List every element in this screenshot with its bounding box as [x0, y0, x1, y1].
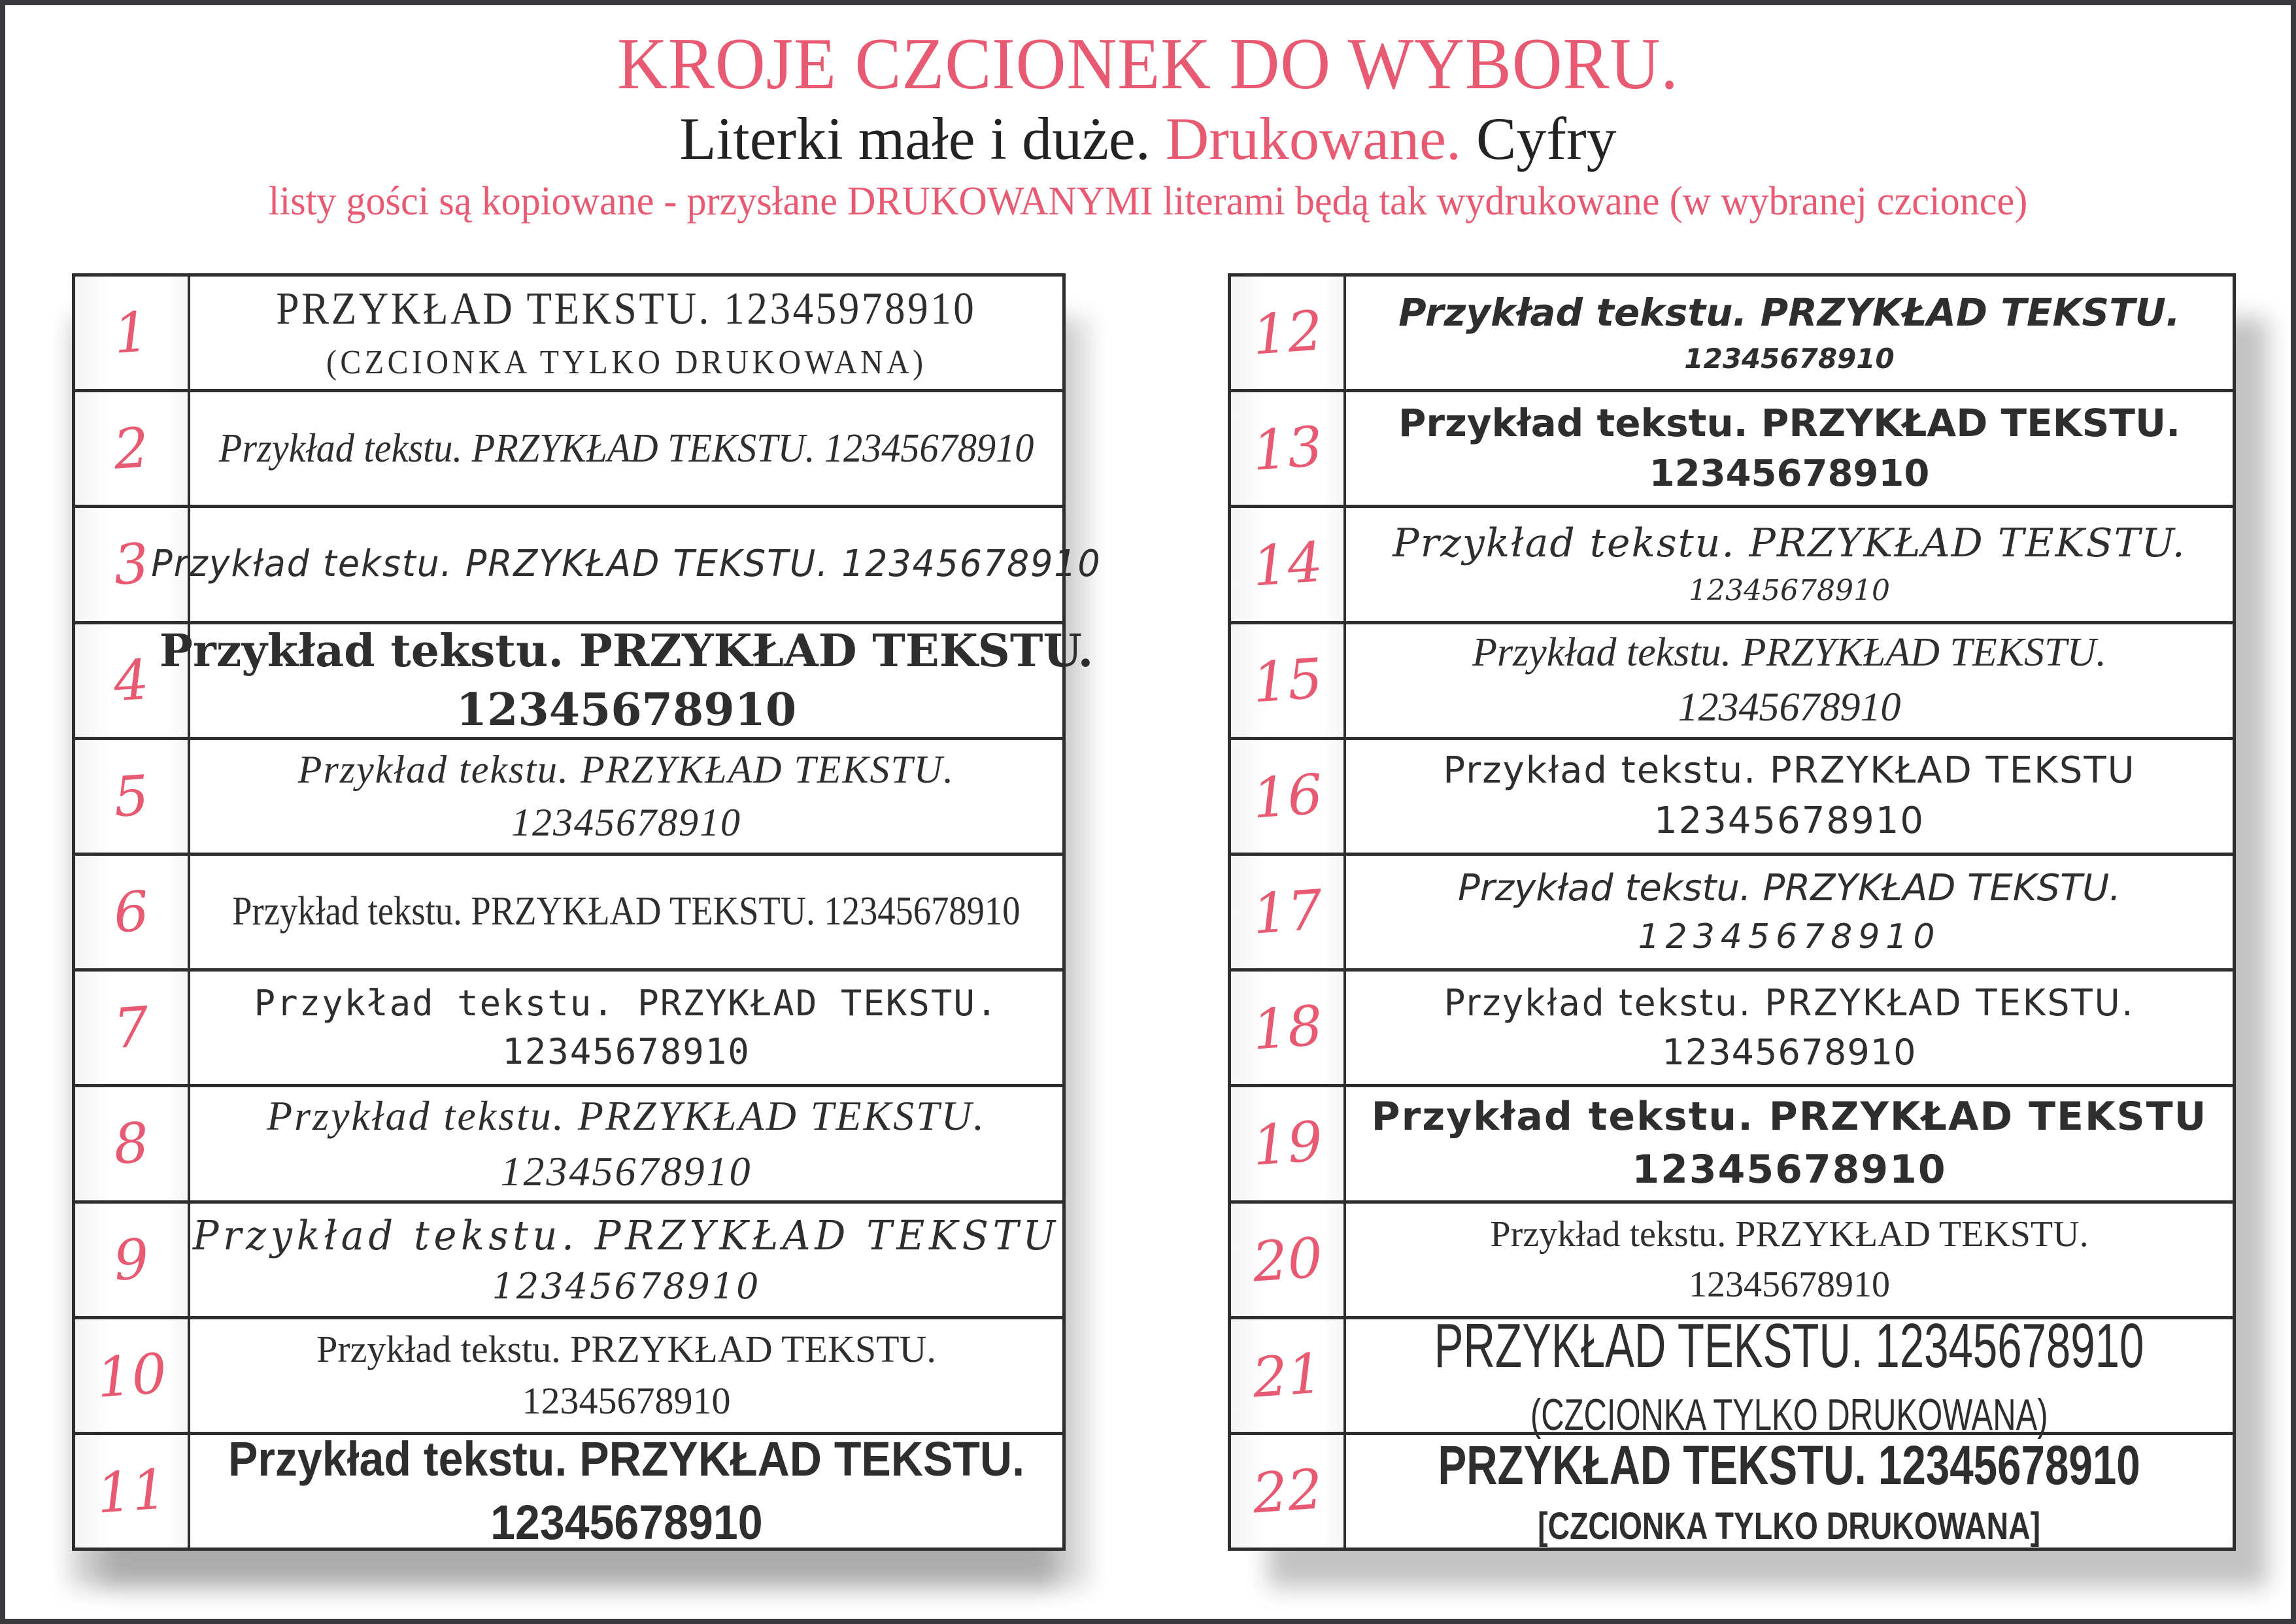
font-sample-line: PRZYKŁAD TEKSTU. 12345978910 [276, 283, 977, 334]
font-sample-line: 12345678910 [502, 1031, 751, 1073]
font-number: 4 [111, 647, 152, 714]
font-sample-line: Przykład tekstu. PRZYKŁAD TEKSTU. [228, 1432, 1025, 1487]
font-number-cell [1231, 624, 1346, 737]
font-sample-line: 12345678910 [522, 1379, 731, 1422]
font-sample-row-17 [1231, 853, 2233, 968]
font-sample-line: Przykład tekstu. PRZYKŁAD TEKSTU. [297, 747, 955, 791]
font-sample-line: Przykład tekstu. PRZYKŁAD TEKSTU. [1393, 520, 2186, 567]
font-sample-line: 12345678910 [1638, 917, 1941, 957]
font-sample-line: 12345678910 [1632, 1147, 1947, 1193]
font-number: 9 [111, 1226, 152, 1293]
subtitle-text-end: Cyfry [1460, 105, 1617, 172]
font-sample-line: PRZYKŁAD TEKSTU. 12345678910 [1438, 1434, 2141, 1497]
font-sample-line: 12345678910 [1689, 1264, 1890, 1305]
font-sample-line: (CZCIONKA TYLKO DRUKOWANA) [326, 344, 927, 382]
font-number: 19 [1250, 1109, 1325, 1179]
font-sample-cell [1346, 277, 2233, 389]
font-sample-cell [1346, 1087, 2233, 1200]
page-header [0, 0, 2296, 223]
font-sample-line: Przykład tekstu. PRZYKŁAD TEKSTU. [316, 1327, 936, 1370]
font-sample-cell [151, 508, 1102, 620]
font-number: 18 [1250, 993, 1325, 1062]
font-number-cell [75, 277, 190, 389]
font-number-cell [1231, 277, 1346, 389]
font-number: 13 [1250, 414, 1325, 483]
font-sample-cell [1346, 624, 2233, 737]
font-number-cell [1231, 508, 1346, 620]
font-sample-line: Przykład tekstu. PRZYKŁAD TEKSTU. [254, 982, 999, 1024]
font-sample-row-5 [75, 737, 1062, 853]
font-table-right [1228, 273, 2236, 1551]
copy-note: listy gości są kopiowane - przysłane DRUKOWANYMI literami będą tak wydrukowane (w wybranej czcionce) [268, 179, 2028, 224]
font-sample-line: Przykład tekstu. PRZYKŁAD TEKSTU. [1490, 1213, 2089, 1255]
font-number: 20 [1250, 1225, 1325, 1294]
font-number-cell [75, 1087, 190, 1200]
font-number-cell [75, 972, 190, 1084]
font-sample-row-13 [1231, 389, 2233, 505]
font-number: 22 [1250, 1457, 1325, 1526]
font-sample-row-21 [1231, 1310, 2233, 1440]
font-sample-cell [190, 277, 1062, 389]
font-sample-cell [190, 1319, 1062, 1432]
font-number-cell [1231, 1319, 1346, 1432]
font-sample-cell [159, 624, 1094, 737]
font-sample-line: Przykład tekstu. PRZYKŁAD TEKSTU. [1472, 630, 2106, 675]
font-sample-cell [1346, 972, 2233, 1084]
font-sample-cell [190, 856, 1062, 968]
font-sample-line: Przykład tekstu. PRZYKŁAD TEKSTU. [159, 624, 1094, 677]
font-sample-cell [190, 1204, 1062, 1316]
font-number-cell [1231, 1435, 1346, 1548]
font-sample-line: 12345678910 [1662, 1032, 1917, 1074]
font-sample-line: Przykład tekstu. PRZYKŁAD TEKSTU. [1398, 401, 2181, 446]
font-sample-line: Przykład tekstu. PRZYKŁAD TEKSTU [1371, 1094, 2208, 1140]
font-number-cell [1231, 392, 1346, 505]
page-title: KROJE CZCIONEK DO WYBORU. [617, 24, 1679, 105]
font-number-cell [1231, 740, 1346, 853]
font-table-left [72, 273, 1102, 1551]
font-sample-line: Przykład tekstu. PRZYKŁAD TEKSTU. [267, 1092, 986, 1139]
font-sample-line: 12345678910 [500, 1148, 752, 1195]
font-number-cell [75, 856, 190, 968]
font-sample-line: 12345678910 [1678, 685, 1901, 730]
font-sample-row-8 [75, 1084, 1062, 1200]
font-sample-cell [1346, 392, 2233, 505]
font-sample-cell [190, 972, 1062, 1084]
font-number: 21 [1250, 1341, 1325, 1410]
font-sample-row-1 [75, 277, 1062, 389]
font-sample-row-22 [1231, 1432, 2233, 1548]
font-sample-line: 12345678910 [492, 1266, 761, 1308]
font-number: 11 [94, 1457, 169, 1526]
font-sample-line: [CZCIONKA TYLKO DRUKOWANA] [1538, 1504, 2041, 1548]
font-sample-cell [1346, 1204, 2233, 1316]
font-sample-row-4 [75, 621, 1094, 737]
font-sample-row-15 [1231, 621, 2233, 737]
font-sample-line: Przykład tekstu. PRZYKŁAD TEKSTU. 12345678910 [232, 889, 1021, 934]
font-number: 14 [1250, 530, 1325, 600]
font-sample-line: 12345678910 [456, 683, 797, 736]
font-number-cell [75, 1435, 190, 1548]
font-number-cell [75, 740, 190, 853]
font-sample-line: Przykład tekstu. PRZYKŁAD TEKSTU. [1398, 290, 2180, 335]
font-sample-line: 12345678910 [1684, 343, 1895, 375]
font-sample-cell [1346, 508, 2233, 620]
font-number: 8 [111, 1110, 152, 1177]
font-number: 12 [1250, 298, 1325, 367]
font-number-cell [1231, 1204, 1346, 1316]
font-number-cell [75, 392, 190, 505]
font-sample-cell [1346, 856, 2233, 968]
font-number: 6 [111, 879, 152, 945]
font-number: 5 [111, 763, 152, 830]
font-number-cell [1231, 972, 1346, 1084]
font-number-cell [1231, 856, 1346, 968]
font-sample-line: 12345678910 [1654, 799, 1925, 842]
font-sample-row-14 [1231, 505, 2233, 620]
font-number-cell [75, 1204, 190, 1316]
font-sample-line: Przykład tekstu. PRZYKŁAD TEKSTU. [1457, 866, 2121, 909]
font-sample-line: 12345678910 [490, 1495, 763, 1549]
font-sample-line: 12345678910 [1649, 452, 1930, 496]
font-number: 1 [111, 299, 152, 366]
font-sample-line: Przykład tekstu. PRZYKŁAD TEKSTU. [1443, 981, 2135, 1024]
font-number: 15 [1250, 646, 1325, 715]
font-sample-row-10 [75, 1316, 1062, 1432]
subtitle-text: Literki małe i duże. [679, 105, 1166, 172]
font-sample-line: 12345678910 [1689, 574, 1890, 608]
font-number: 17 [1250, 877, 1325, 947]
font-sample-row-20 [1231, 1200, 2233, 1316]
font-sample-cell [1346, 1435, 2233, 1548]
subtitle-highlight: Drukowane. [1165, 105, 1461, 172]
font-sample-row-11 [75, 1432, 1062, 1548]
font-sample-cell [190, 1432, 1062, 1549]
font-number-cell [75, 1319, 190, 1432]
page-subtitle [0, 107, 2296, 171]
font-number: 2 [111, 415, 152, 482]
font-sample-row-18 [1231, 968, 2233, 1084]
font-sample-cell [190, 740, 1062, 853]
font-number: 7 [111, 994, 152, 1061]
font-sample-row-16 [1231, 737, 2233, 853]
font-sample-row-7 [75, 968, 1062, 1084]
font-sample-row-6 [75, 853, 1062, 968]
font-number: 16 [1250, 762, 1325, 831]
font-sample-cell [190, 392, 1062, 505]
font-sample-line: Przykład tekstu. PRZYKŁAD TEKSTU [1443, 749, 2136, 792]
font-sample-row-19 [1231, 1084, 2233, 1200]
font-sample-line: (CZCIONKA TYLKO DRUKOWANA) [1530, 1390, 2048, 1440]
font-sample-line: Przykład tekstu. PRZYKŁAD TEKSTU. 12345678910 [151, 543, 1102, 586]
font-sample-row-9 [75, 1200, 1062, 1316]
font-sample-cell [1346, 740, 2233, 853]
font-sample-line: 12345678910 [511, 800, 741, 844]
font-sample-cell [190, 1087, 1062, 1200]
font-sample-line: PRZYKŁAD TEKSTU. 12345678910 [1434, 1310, 2144, 1381]
font-number-cell [1231, 1087, 1346, 1200]
font-sample-line: Przykład tekstu. PRZYKŁAD TEKSTU [193, 1211, 1060, 1259]
font-sample-cell [1346, 1310, 2233, 1440]
font-number: 3 [111, 531, 152, 598]
font-sample-row-2 [75, 389, 1062, 505]
font-sample-row-12 [1231, 277, 2233, 389]
font-number: 10 [94, 1341, 169, 1410]
font-sample-row-3 [75, 505, 1102, 620]
font-sample-line: Przykład tekstu. PRZYKŁAD TEKSTU. 12345678910 [218, 426, 1034, 471]
